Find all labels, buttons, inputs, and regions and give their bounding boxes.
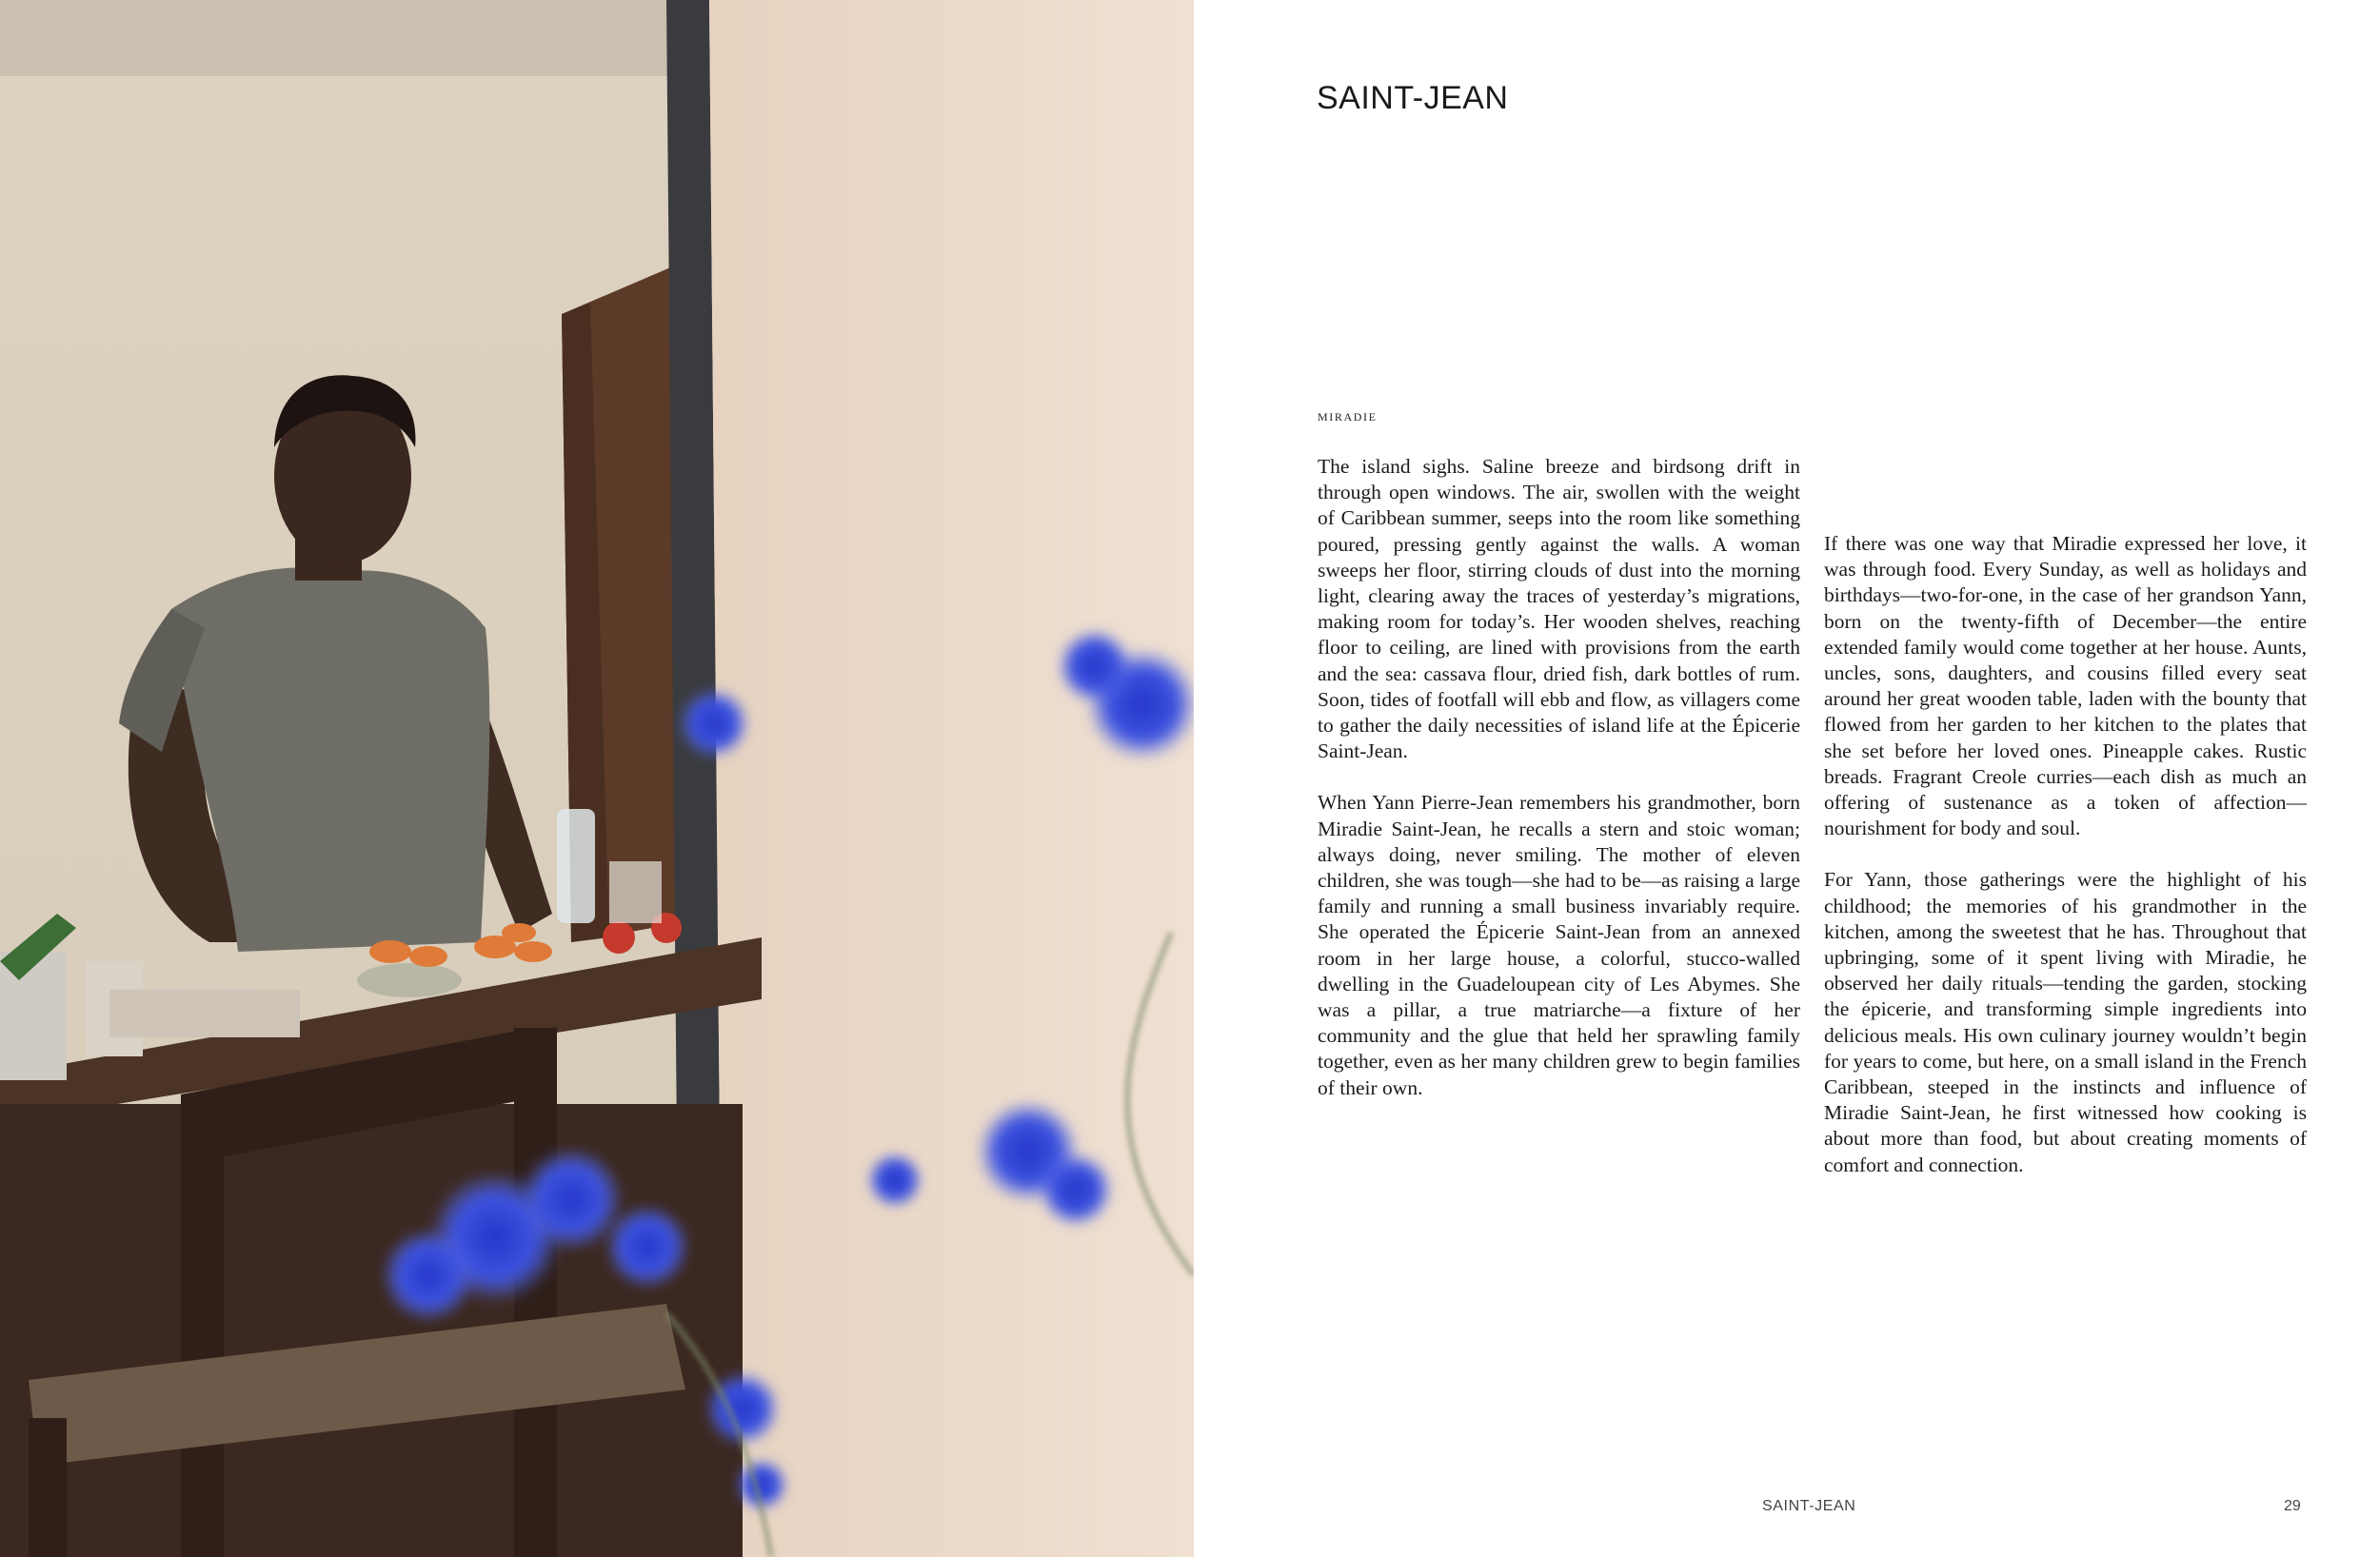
chapter-title: SAINT-JEAN — [1317, 80, 1509, 116]
section-label: miradie — [1318, 406, 1378, 424]
paragraph: The island sighs. Saline breeze and birdsong drift in through open windows. The air, swollen with the weight of Caribbean summer, seeps into the room like something poured, pressing gently against the walls. A woman sweeps her floor, stirring clouds of dust into the morning light, clearing away the traces of yesterday’s migrations, making room for today’s. Her wooden shelves, reaching floor to ceiling, are lined with provisions from the earth and the sea: cassava flour, dried fish, dark bottles of rum. Soon, tides of footfall will ebb and flow, as villagers come to gather the daily necessities of island life at the Épicerie Saint-Jean. — [1318, 455, 1800, 763]
paragraph: For Yann, those gatherings were the highlight of his childhood; the memories of his grandmother in the kitchen, among the sweetest that he has. Throughout that upbringing, some of it spent living with Miradie, he observed her daily rituals—tending the garden, stocking the épicerie, and transforming simple ingredients into delicious meals. His own culinary journey wouldn’t begin for years to come, but here, on a small island in the French Caribbean, steeped in the instincts and influence of Miradie Saint-Jean, he first witnessed how cooking is about more than food, but about creating moments of comfort and connection. — [1824, 868, 2307, 1176]
paragraph: When Yann Pierre-Jean remembers his grandmother, born Miradie Saint-Jean, he recalls a stern and stoic woman; always doing, never smiling. The mother of eleven children, she was tough—she had to be—as raising a large family and running a small business invariably require. She operated the Épicerie Saint-Jean from an annexed room in her large house, a colorful, stucco-walled dwelling in the Guadeloupean city of Les Abymes. She was a pillar, a true matriarche—a fixture of her community and the glue that held her sprawling family together, even as her many children grew to begin families of their own. — [1318, 791, 1800, 1099]
page-number: 29 — [2284, 1498, 2301, 1514]
text-page — [1194, 0, 2380, 1557]
text-column-left — [1318, 454, 1800, 1127]
running-footer-title: SAINT-JEAN — [1762, 1498, 1856, 1514]
paragraph: If there was one way that Miradie expressed her love, it was through food. Every Sunday, as well as holidays and birthdays—two-for-one, in the case of her grandson Yann, born on the twenty-fifth of December—the entire extended family would come together at her house. Aunts, uncles, sons, daughters, and cousins filled every seat around her great wooden table, laden with the bounty that flowed from her garden to her kitchen to the plates that she set before her loved ones. Pineapple cakes. Rustic breads. Fragrant Creole curries—each dish as much an offering of sustenance as a token of affection—nourishment for body and soul. — [1824, 532, 2307, 840]
text-column-right — [1824, 531, 2307, 1204]
